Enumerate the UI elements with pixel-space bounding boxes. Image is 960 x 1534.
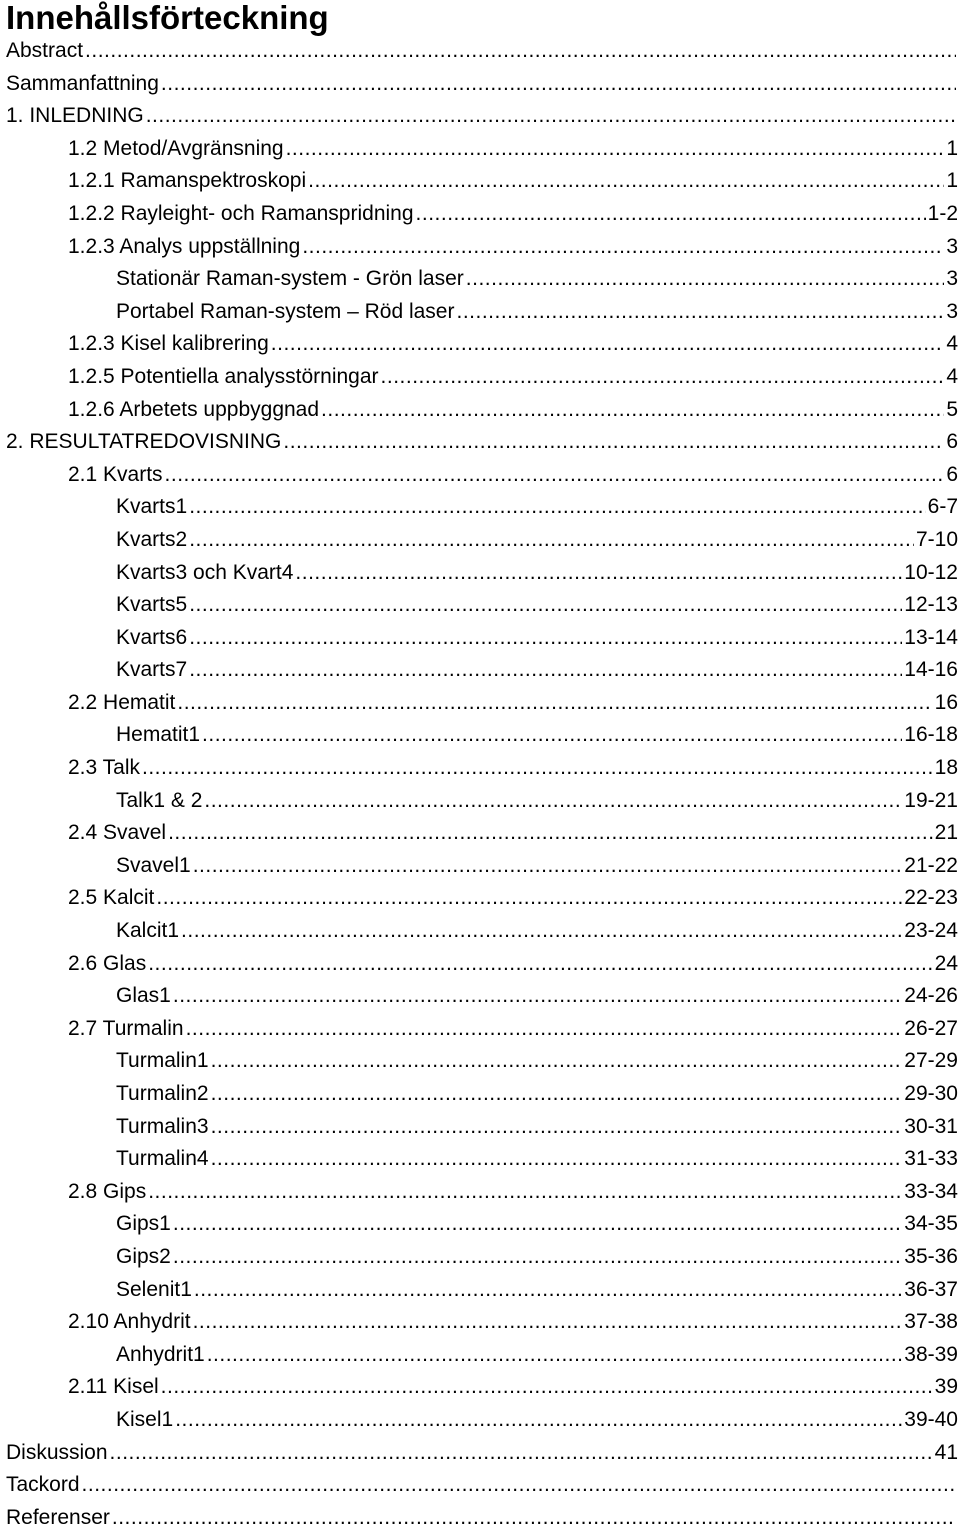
toc-entry-label: 2. RESULTATREDOVISNING (6, 430, 282, 454)
toc-entry-label: Talk1 & 2 (116, 788, 203, 812)
toc-entry-label: Kvarts2 (116, 527, 188, 551)
toc-dot-leader (204, 785, 902, 818)
toc-entry[interactable] (0, 1274, 958, 1307)
toc-dot-leader (146, 100, 956, 133)
toc-entry-page-number: 29-30 (904, 1082, 958, 1105)
toc-dot-leader (211, 1111, 903, 1144)
toc-entry[interactable] (0, 231, 958, 264)
toc-entry[interactable] (0, 35, 958, 68)
toc-entry-page-number: 19-21 (904, 788, 958, 812)
toc-dot-leader (168, 817, 933, 850)
toc-entry[interactable] (0, 361, 958, 394)
toc-dot-leader (283, 426, 944, 459)
toc-entry-page-number: 6 (946, 462, 958, 486)
toc-entry-label: Kvarts7 (116, 658, 188, 682)
toc-entry-page-number: 3 (946, 299, 958, 323)
toc-entry-page-number: 6-7 (927, 495, 958, 519)
toc-list (0, 35, 958, 1534)
toc-dot-leader (194, 1274, 902, 1307)
toc-entry[interactable] (0, 817, 958, 850)
toc-entry-page-number: 4 (946, 364, 958, 388)
toc-entry-page-number: 41 (934, 1440, 958, 1464)
toc-entry-label: Turmalin2 (116, 1082, 209, 1105)
toc-entry[interactable] (0, 622, 958, 655)
toc-entry[interactable] (0, 687, 958, 720)
toc-dot-leader (211, 1143, 903, 1176)
toc-entry[interactable] (0, 198, 958, 231)
toc-dot-leader (271, 328, 945, 361)
toc-entry-page-number: 38-39 (904, 1342, 958, 1366)
toc-dot-leader (148, 948, 932, 981)
toc-entry[interactable] (0, 1371, 958, 1404)
toc-dot-leader (207, 1339, 903, 1372)
toc-entry[interactable] (0, 1437, 958, 1470)
toc-dot-leader (110, 1437, 933, 1470)
toc-dot-leader (308, 165, 944, 198)
toc-entry-label: Kisel1 (116, 1407, 174, 1431)
toc-entry-page-number: 34-35 (904, 1212, 958, 1236)
toc-entry-label: Kvarts1 (116, 495, 188, 519)
toc-entry-label: Turmalin3 (116, 1114, 209, 1138)
toc-dot-leader (173, 1241, 902, 1274)
toc-dot-leader (165, 459, 945, 492)
toc-dot-leader (156, 882, 902, 915)
toc-dot-leader (82, 1469, 956, 1502)
toc-entry[interactable] (0, 296, 958, 329)
toc-entry[interactable] (0, 1045, 958, 1078)
toc-dot-leader (189, 524, 914, 557)
toc-entry-label: Gips1 (116, 1212, 171, 1236)
toc-dot-leader (189, 589, 902, 622)
toc-entry[interactable] (0, 491, 958, 524)
toc-dot-leader (416, 198, 926, 231)
toc-entry[interactable] (0, 1502, 958, 1534)
toc-entry-page-number: 7-10 (915, 527, 958, 551)
toc-entry-page-number: 10-12 (904, 560, 958, 584)
toc-dot-leader (286, 133, 945, 166)
toc-entry-label: Turmalin4 (116, 1147, 209, 1171)
toc-dot-leader (321, 394, 944, 427)
toc-entry-label: 2.5 Kalcit (68, 886, 155, 910)
toc-entry-page-number: 13-14 (904, 625, 958, 649)
toc-entry[interactable] (0, 1241, 958, 1274)
toc-dot-leader (202, 719, 902, 752)
toc-entry[interactable] (0, 100, 958, 133)
toc-entry-page-number: 26-27 (904, 1016, 958, 1040)
toc-entry[interactable] (0, 1339, 958, 1372)
toc-entry[interactable] (0, 1404, 958, 1437)
toc-entry[interactable] (0, 394, 958, 427)
toc-entry[interactable] (0, 524, 958, 557)
toc-entry[interactable] (0, 1078, 958, 1111)
toc-entry[interactable] (0, 752, 958, 785)
toc-entry[interactable] (0, 263, 958, 296)
toc-entry-page-number: 16-18 (904, 723, 958, 747)
toc-entry-page-number: 12-13 (904, 593, 958, 617)
toc-entry-label: Abstract (6, 39, 84, 62)
toc-entry[interactable] (0, 980, 958, 1013)
toc-dot-leader (161, 68, 956, 101)
toc-entry-label: Tackord (6, 1473, 80, 1497)
toc-dot-leader (193, 850, 903, 883)
toc-dot-leader (295, 557, 902, 590)
toc-entry[interactable] (0, 1143, 958, 1176)
toc-entry-page-number: 6 (946, 430, 958, 454)
toc-entry[interactable] (0, 882, 958, 915)
toc-dot-leader (193, 1306, 903, 1339)
toc-dot-leader (148, 1176, 902, 1209)
toc-entry-label: 1.2.5 Potentiella analysstörningar (68, 364, 379, 388)
toc-dot-leader (466, 263, 945, 296)
toc-entry-page-number: 22-23 (904, 886, 958, 910)
toc-entry[interactable] (0, 557, 958, 590)
toc-entry[interactable] (0, 719, 958, 752)
toc-entry-page-number: 30-31 (904, 1114, 958, 1138)
toc-dot-leader (175, 1404, 902, 1437)
toc-entry[interactable] (0, 133, 958, 166)
toc-dot-leader (181, 915, 902, 948)
toc-entry[interactable] (0, 850, 958, 883)
toc-dot-leader (112, 1502, 956, 1534)
toc-entry-page-number: 39 (934, 1375, 958, 1399)
toc-dot-leader (161, 1371, 933, 1404)
toc-entry-page-number: 23-24 (904, 919, 958, 943)
toc-entry[interactable] (0, 915, 958, 948)
page-title: Innehållsförteckning (6, 0, 329, 36)
toc-entry-label: 2.4 Svavel (68, 821, 167, 845)
toc-entry-page-number: 24-26 (904, 984, 958, 1008)
toc-entry-page-number: 31-33 (904, 1147, 958, 1171)
toc-entry-label: 1. INLEDNING (6, 104, 144, 128)
toc-entry-label: Portabel Raman-system – Röd laser (116, 299, 455, 323)
toc-dot-leader (189, 491, 925, 524)
toc-entry-label: Kvarts6 (116, 625, 188, 649)
toc-entry[interactable] (0, 1208, 958, 1241)
toc-entry[interactable] (0, 1176, 958, 1209)
toc-entry-page-number: 21 (934, 821, 958, 845)
toc-entry-label: 1.2.2 Rayleight- och Ramanspridning (68, 201, 414, 225)
toc-entry-label: Glas1 (116, 984, 171, 1008)
toc-dot-leader (211, 1045, 903, 1078)
toc-entry[interactable] (0, 1013, 958, 1046)
toc-entry[interactable] (0, 1469, 958, 1502)
toc-entry-label: 1.2.6 Arbetets uppbyggnad (68, 397, 320, 421)
toc-entry-page-number: 39-40 (904, 1407, 958, 1431)
toc-entry-label: Gips2 (116, 1244, 171, 1268)
toc-dot-leader (211, 1078, 903, 1111)
toc-entry[interactable] (0, 459, 958, 492)
toc-entry-label: Svavel1 (116, 853, 191, 877)
toc-entry-page-number: 4 (946, 332, 958, 356)
toc-dot-leader (189, 622, 902, 655)
toc-entry-label: 1.2.3 Analys uppställning (68, 234, 301, 258)
toc-entry[interactable] (0, 165, 958, 198)
toc-entry-label: 2.1 Kvarts (68, 462, 163, 486)
toc-entry-label: 1.2.1 Ramanspektroskopi (68, 169, 307, 193)
toc-entry-label: Stationär Raman-system - Grön laser (116, 267, 464, 291)
toc-entry-label: Diskussion (6, 1440, 108, 1464)
toc-entry-page-number: 5 (946, 397, 958, 421)
toc-dot-leader (173, 980, 902, 1013)
toc-entry[interactable] (0, 68, 958, 101)
toc-dot-leader (381, 361, 945, 394)
toc-entry-label: Kvarts3 och Kvart4 (116, 560, 294, 584)
toc-entry-page-number: 1 (946, 136, 958, 160)
toc-entry-page-number: 16 (934, 690, 958, 714)
toc-entry-page-number: 18 (934, 756, 958, 780)
toc-entry-label: 2.8 Gips (68, 1179, 147, 1203)
toc-entry-page-number: 1 (946, 169, 958, 193)
toc-entry-label: Kvarts5 (116, 593, 188, 617)
toc-entry-label: 2.7 Turmalin (68, 1016, 184, 1040)
toc-entry-label: Referenser (6, 1505, 110, 1529)
toc-dot-leader (456, 296, 944, 329)
toc-entry[interactable] (0, 589, 958, 622)
toc-entry-label: Sammanfattning (6, 71, 159, 95)
toc-entry-label: 1.2 Metod/Avgränsning (68, 136, 284, 160)
toc-entry-label: 2.2 Hematit (68, 690, 176, 714)
toc-dot-leader (302, 231, 944, 264)
toc-entry-page-number: 27-29 (904, 1049, 958, 1073)
toc-dot-leader (85, 35, 956, 68)
toc-entry[interactable] (0, 1111, 958, 1144)
toc-entry[interactable] (0, 785, 958, 818)
toc-entry-label: Turmalin1 (116, 1049, 209, 1073)
toc-entry[interactable] (0, 426, 958, 459)
toc-entry-page-number: 35-36 (904, 1244, 958, 1268)
toc-entry-page-number: 1-2 (927, 201, 958, 225)
toc-entry-page-number: 24 (934, 951, 958, 975)
toc-entry[interactable] (0, 328, 958, 361)
toc-entry-page-number: 37-38 (904, 1310, 958, 1334)
toc-entry-label: Anhydrit1 (116, 1342, 205, 1366)
toc-entry-label: Kalcit1 (116, 919, 180, 943)
toc-entry-page-number: 36-37 (904, 1277, 958, 1301)
toc-entry[interactable] (0, 1306, 958, 1339)
toc-entry-label: 2.11 Kisel (68, 1375, 159, 1399)
toc-entry-page-number: 14-16 (904, 658, 958, 682)
toc-entry-page-number: 3 (946, 267, 958, 291)
toc-entry-label: 1.2.3 Kisel kalibrering (68, 332, 269, 356)
toc-entry-label: Hematit1 (116, 723, 201, 747)
toc-entry-label: Selenit1 (116, 1277, 192, 1301)
toc-entry-page-number: 3 (946, 234, 958, 258)
toc-entry-page-number: 21-22 (904, 853, 958, 877)
toc-entry-label: 2.6 Glas (68, 951, 147, 975)
toc-entry-label: 2.3 Talk (68, 756, 140, 780)
toc-entry[interactable] (0, 654, 958, 687)
toc-dot-leader (142, 752, 933, 785)
toc-dot-leader (177, 687, 932, 720)
toc-dot-leader (189, 654, 902, 687)
toc-entry-page-number: 33-34 (904, 1179, 958, 1203)
toc-dot-leader (186, 1013, 903, 1046)
toc-dot-leader (173, 1208, 902, 1241)
toc-entry-label: 2.10 Anhydrit (68, 1310, 191, 1334)
toc-entry[interactable] (0, 948, 958, 981)
